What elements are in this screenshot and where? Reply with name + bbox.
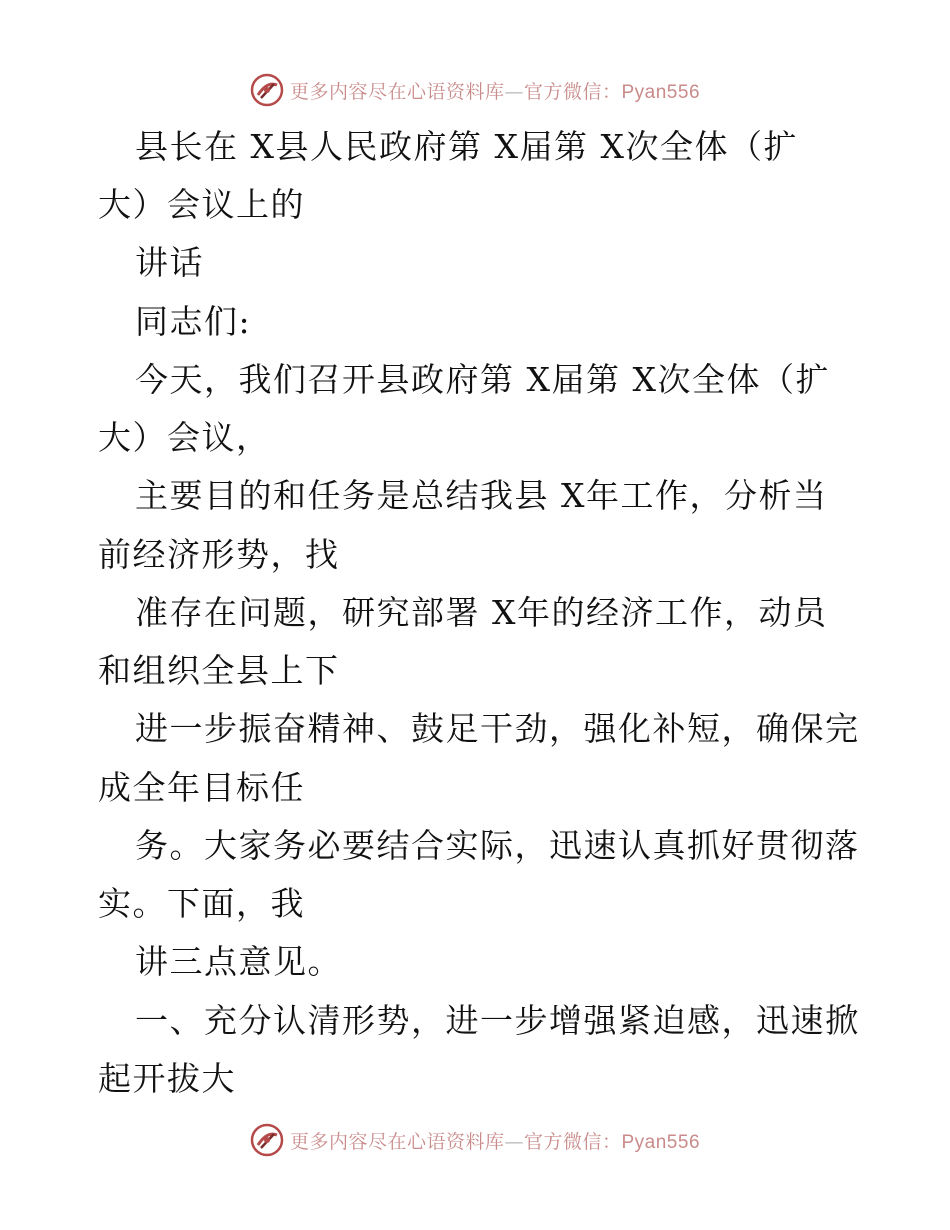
doc-line: 今天，我们召开县政府第 X届第 X次全体（扩 [135, 360, 830, 399]
doc-line: 讲话 [135, 243, 204, 282]
doc-line: 和组织全县上下 [98, 651, 340, 690]
watermark-text: 更多内容尽在心语资料库—官方微信：Pyan556 [289, 80, 701, 103]
doc-line: 大）会议， [98, 418, 271, 457]
doc-line: 实。下面，我 [98, 884, 305, 923]
doc-line: 县长在 X县人民政府第 X届第 X次全体（扩 [135, 127, 798, 166]
book-pen-logo-icon [250, 1123, 284, 1157]
doc-line: 准存在问题，研究部署 X年的经济工作，动员 [135, 593, 828, 632]
doc-line: 一、充分认清形势，进一步增强紧迫感，迅速掀 [135, 1001, 860, 1040]
doc-line: 务。大家务必要结合实际，迅速认真抓好贯彻落 [135, 826, 860, 865]
doc-line: 起开拔大 [98, 1059, 236, 1098]
watermark-text: 更多内容尽在心语资料库—官方微信：Pyan556 [289, 1130, 701, 1153]
doc-line: 前经济形势，找 [98, 535, 340, 574]
doc-line: 同志们: [135, 302, 252, 341]
doc-line: 成全年目标任 [98, 768, 305, 807]
doc-line: 主要目的和任务是总结我县 X年工作，分析当 [135, 476, 828, 515]
doc-line: 讲三点意见。 [135, 942, 342, 981]
doc-line: 大）会议上的 [98, 185, 305, 224]
footer-watermark [0, 1120, 950, 1160]
doc-line: 进一步振奋精神、鼓足干劲，强化补短，确保完 [135, 709, 860, 748]
